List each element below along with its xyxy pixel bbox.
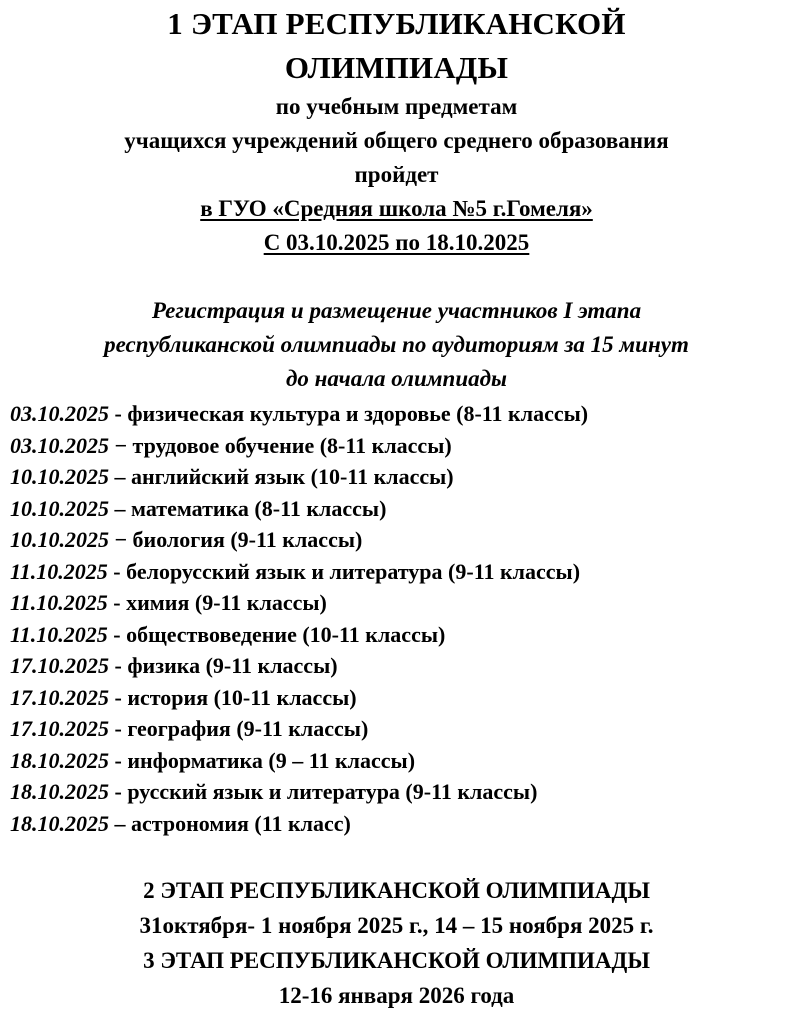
schedule-separator: -	[109, 653, 128, 678]
schedule-row	[10, 713, 790, 745]
schedule-row	[10, 745, 790, 777]
schedule-row	[10, 556, 790, 588]
schedule-separator: -	[109, 716, 128, 741]
schedule-date: 03.10.2025	[10, 401, 109, 426]
registration-note-line2: республиканской олимпиады по аудиториям за 15 минут	[104, 332, 689, 357]
schedule-subject: трудовое обучение (8-11 классы)	[132, 432, 452, 458]
schedule-date: 18.10.2025	[10, 779, 109, 804]
registration-note-line3: до начала олимпиады	[286, 366, 507, 391]
venue-text: в ГУО «Средняя школа №5 г.Гомеля»	[200, 196, 593, 221]
schedule-list	[10, 398, 790, 839]
stage3-dates: 12-16 января 2026 года	[278, 983, 515, 1008]
schedule-date: 17.10.2025	[10, 653, 109, 678]
schedule-date: 18.10.2025	[10, 747, 109, 773]
schedule-subject: белорусский язык и литература (9-11 классы)	[126, 558, 581, 584]
schedule-subject: русский язык и литература (9-11 классы)	[127, 779, 538, 804]
schedule-row	[10, 398, 790, 430]
schedule-row	[10, 650, 790, 682]
stage2-heading: 2 ЭТАП РЕСПУБЛИКАНСКОЙ ОЛИМПИАДЫ	[143, 878, 650, 903]
schedule-date: 17.10.2025	[10, 716, 109, 741]
stage3-heading: 3 ЭТАП РЕСПУБЛИКАНСКОЙ ОЛИМПИАДЫ	[143, 948, 650, 973]
subtitle-line3: пройдет	[354, 162, 439, 187]
page-title-line1: 1 ЭТАП РЕСПУБЛИКАНСКОЙ	[167, 6, 626, 41]
schedule-separator: -	[109, 779, 128, 804]
schedule-separator: –	[109, 810, 131, 836]
schedule-date: 11.10.2025	[10, 621, 108, 647]
schedule-separator: -	[107, 590, 127, 615]
subtitle-line2: учащихся учреждений общего среднего образования	[124, 128, 669, 153]
schedule-row	[10, 808, 790, 840]
schedule-separator: −	[109, 527, 133, 552]
schedule-subject: английский язык (10-11 классы)	[131, 464, 454, 489]
schedule-subject: химия (9-11 классы)	[126, 590, 327, 615]
schedule-row	[10, 493, 790, 525]
subtitle-line1: по учебным предметам	[275, 94, 518, 119]
schedule-separator: –	[109, 464, 131, 489]
schedule-date: 10.10.2025	[10, 527, 109, 552]
schedule-subject: астрономия (11 класс)	[131, 810, 351, 836]
schedule-date: 11.10.2025	[10, 558, 108, 584]
schedule-row	[10, 587, 790, 619]
schedule-separator: -	[107, 621, 127, 647]
venue-line	[0, 195, 793, 223]
schedule-subject: история (10-11 классы)	[127, 684, 357, 710]
schedule-date: 17.10.2025	[10, 684, 109, 710]
schedule-date: 03.10.2025	[10, 432, 109, 458]
schedule-separator: -	[109, 401, 128, 426]
schedule-separator: -	[109, 747, 128, 773]
schedule-separator: -	[109, 684, 128, 710]
schedule-date: 18.10.2025	[10, 810, 109, 836]
dates-text: С 03.10.2025 по 18.10.2025	[263, 230, 530, 255]
schedule-row	[10, 524, 790, 556]
schedule-separator: –	[109, 495, 131, 521]
schedule-row	[10, 430, 790, 462]
schedule-subject: математика (8-11 классы)	[131, 495, 387, 521]
schedule-subject: физика (9-11 классы)	[127, 653, 338, 678]
schedule-subject: физическая культура и здоровье (8-11 классы)	[127, 401, 589, 426]
schedule-subject: биология (9-11 классы)	[132, 527, 363, 552]
schedule-subject: информатика (9 – 11 классы)	[127, 747, 416, 773]
registration-note-line1: Регистрация и размещение участников I этапа	[151, 298, 642, 323]
schedule-separator: -	[107, 558, 127, 584]
schedule-row	[10, 682, 790, 714]
schedule-row	[10, 619, 790, 651]
dates-line	[0, 229, 793, 257]
page-title-line2: ОЛИМПИАДЫ	[284, 50, 509, 85]
schedule-date: 10.10.2025	[10, 464, 109, 489]
schedule-row	[10, 776, 790, 808]
schedule-separator: −	[109, 432, 133, 458]
schedule-row	[10, 461, 790, 493]
schedule-date: 10.10.2025	[10, 495, 109, 521]
schedule-subject: география (9-11 классы)	[127, 716, 369, 741]
stage2-dates: 31октября- 1 ноября 2025 г., 14 – 15 ноября 2025 г.	[139, 913, 654, 938]
schedule-date: 11.10.2025	[10, 590, 108, 615]
schedule-subject: обществоведение (10-11 классы)	[126, 621, 446, 647]
